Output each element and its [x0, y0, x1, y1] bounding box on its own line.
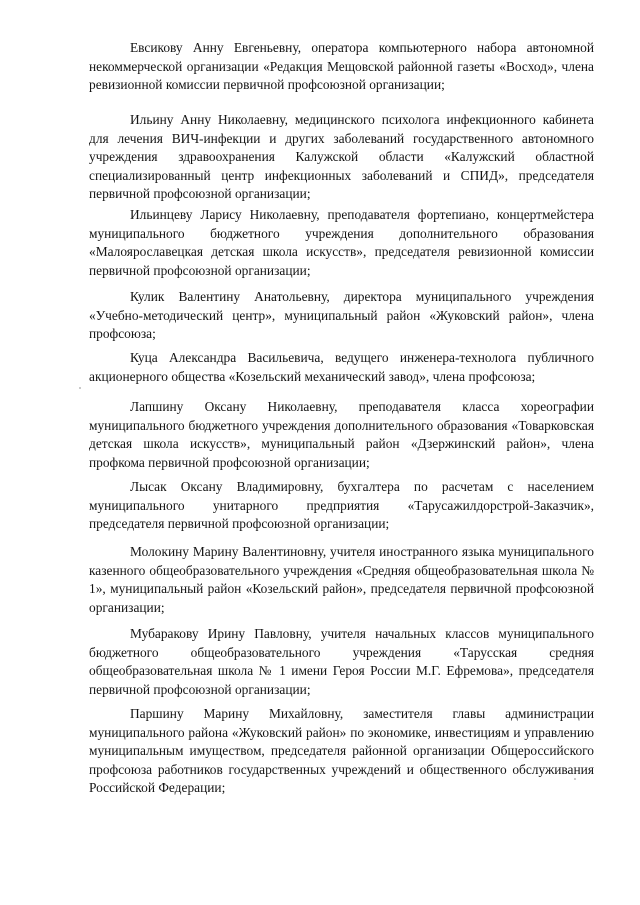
scan-speck — [574, 778, 576, 780]
scan-speck — [79, 387, 81, 389]
paragraph-mubarakova: Мубаракову Ирину Павловну, учителя начальных классов муниципального бюджетного общеобразовательного учреждения «Тарусская средняя общеобразовательная школа № 1 имени Героя России М.Г. Ефремова», председателя первичной профсоюзной организации; — [89, 626, 594, 697]
paragraph-ilyina: Ильину Анну Николаевну, медицинского психолога инфекционного кабинета для лечения ВИЧ-инфекции и других заболеваний государственного автономного учреждения здравоохранения Калужской области «Калужский областной специализированный центр инфекционных заболеваний и СПИД», председателя первичной профсоюзной организации; — [89, 112, 594, 202]
paragraph-molokina: Молокину Марину Валентиновну, учителя иностранного языка муниципального казенного общеобразовательного учреждения «Средняя общеобразовательная школа № 1», муниципальный район «Козельский район», председателя первичной профсоюзной организации; — [89, 544, 594, 615]
paragraph-ilyintseva: Ильинцеву Ларису Николаевну, преподавателя фортепиано, концертмейстера муниципального бюджетного учреждения дополнительного образования «Малоярославецкая детская школа искусств», председателя ревизионной комиссии первичной профсоюзной организации; — [89, 207, 594, 278]
paragraph-parshina: Паршину Марину Михайловну, заместителя главы администрации муниципального района «Жуковский район» по экономике, инвестициям и управлению муниципальным имуществом, председателя районной организации Общероссийского профсоюза работников государственных учреждений и общественного обслуживания Российской Федерации; — [89, 706, 594, 796]
paragraph-lapshina: Лапшину Оксану Николаевну, преподавателя класса хореографии муниципального бюджетного учреждения дополнительного образования «Товарковская детская школа искусств», муниципальный район «Дзержинский район», члена профкома первичной профсоюзной организации; — [89, 399, 594, 470]
paragraph-lysak: Лысак Оксану Владимировну, бухгалтера по расчетам с населением муниципального унитарного предприятия «Тарусажилдорстрой-Заказчик», председателя первичной профсоюзной организации; — [89, 479, 594, 532]
paragraph-evsikova: Евсикову Анну Евгеньевну, оператора компьютерного набора автономной некоммерческой организации «Редакция Мещовской районной газеты «Восход», члена ревизионной комиссии первичной профсоюзной организации; — [89, 40, 594, 93]
paragraph-kulik: Кулик Валентину Анатольевну, директора муниципального учреждения «Учебно-методический центр», муниципальный район «Жуковский район», члена профсоюза; — [89, 289, 594, 342]
paragraph-kutsa: Куца Александра Васильевича, ведущего инженера-технолога публичного акционерного общества «Козельский механический завод», члена профсоюза; — [89, 350, 594, 384]
